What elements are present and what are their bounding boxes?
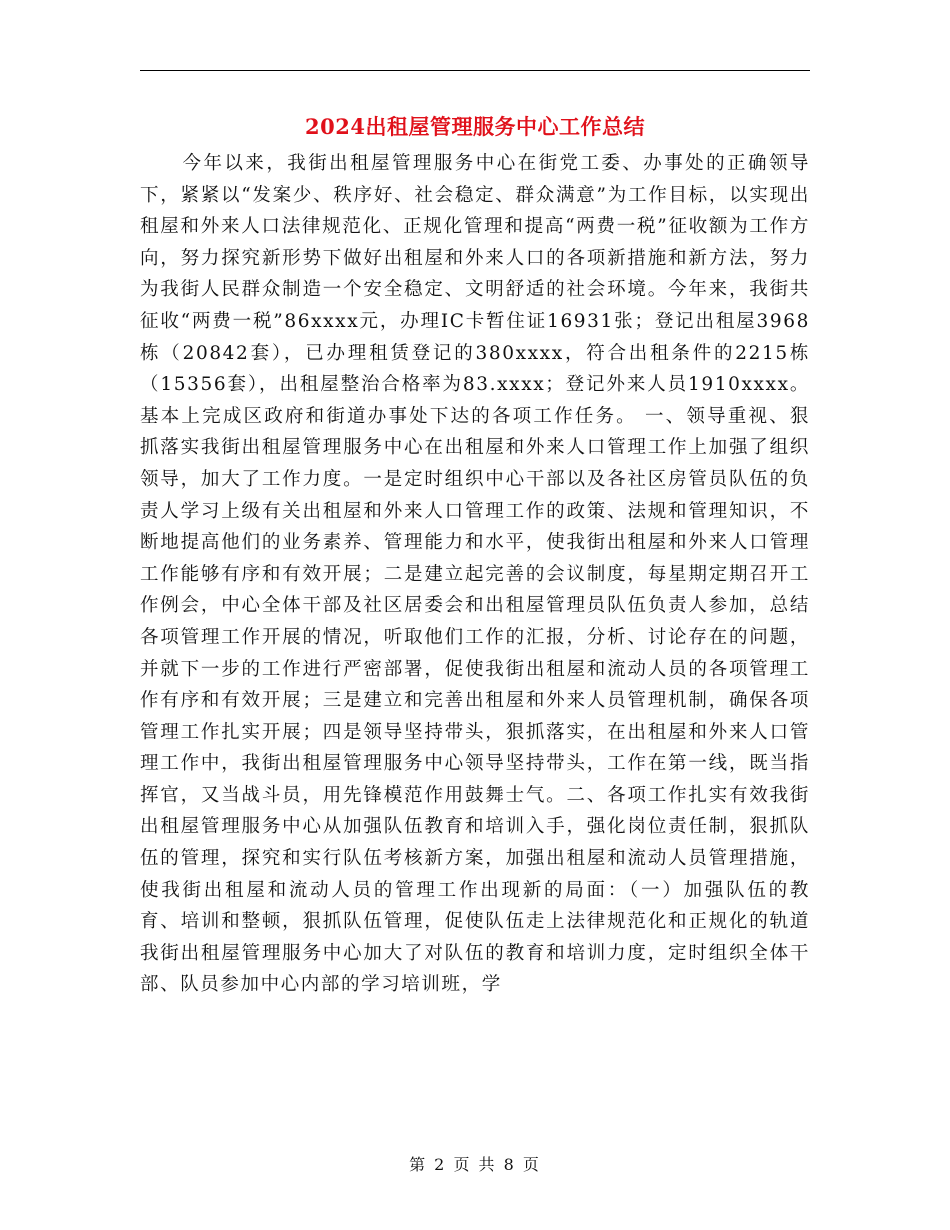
document-title: 2024出租屋管理服务中心工作总结: [305, 114, 645, 139]
body-paragraph: 今年以来，我街出租屋管理服务中心在街党工委、办事处的正确领导下，紧紧以“发案少、秩序好、社会稳定、群众满意”为工作目标，以实现出租屋和外来人口法律规范化、正规化管理和提高“两费一税”征收额为工作方向，努力探究新形势下做好出租屋和外来人口的各项新措施和新方法，努力为我街人民群众制造一个安全稳定、文明舒适的社会环境。今年来，我街共征收“两费一税”86xxxx元，办理IC卡暂住证16931张；登记出租屋3968栋（20842套），已办理租赁登记的380xxxx，符合出租条件的2215栋（15356套），出租屋整治合格率为83.xxxx；登记外来人员1910xxxx。基本上完成区政府和街道办事处下达的各项工作任务。 一、领导重视、狠抓落实我街出租屋管理服务中心在出租屋和外来人口管理工作上加强了组织领导，加大了工作力度。一是定时组织中心干部以及各社区房管员队伍的负责人学习上级有关出租屋和外来人口管理工作的政策、法规和管理知识，不断地提高他们的业务素养、管理能力和水平，使我街出租屋和外来人口管理工作能够有序和有效开展；二是建立起完善的会议制度，每星期定期召开工作例会，中心全体干部及社区居委会和出租屋管理员队伍负责人参加，总结各项管理工作开展的情况，听取他们工作的汇报，分析、讨论存在的问题，并就下一步的工作进行严密部署，促使我街出租屋和流动人员的各项管理工作有序和有效开展；三是建立和完善出租屋和外来人员管理机制，确保各项管理工作扎实开展；四是领导坚持带头，狠抓落实，在出租屋和外来人口管理工作中，我街出租屋管理服务中心领导坚持带头，工作在第一线，既当指挥官，又当战斗员，用先锋模范作用鼓舞士气。二、各项工作扎实有效我街出租屋管理服务中心从加强队伍教育和培训入手，强化岗位责任制，狠抓队伍的管理，探究和实行队伍考核新方案，加强出租屋和流动人员管理措施，使我街出租屋和流动人员的管理工作出现新的局面：（一）加强队伍的教育、培训和整顿，狠抓队伍管理，促使队伍走上法律规范化和正规化的轨道我街出租屋管理服务中心加大了对队伍的教育和培训力度，定时组织全体干部、队员参加中心内部的学习培训班，学: [140, 153, 810, 996]
header-rule: [140, 70, 810, 71]
page-number-footer: 第 2 页 共 8 页: [409, 1155, 541, 1174]
